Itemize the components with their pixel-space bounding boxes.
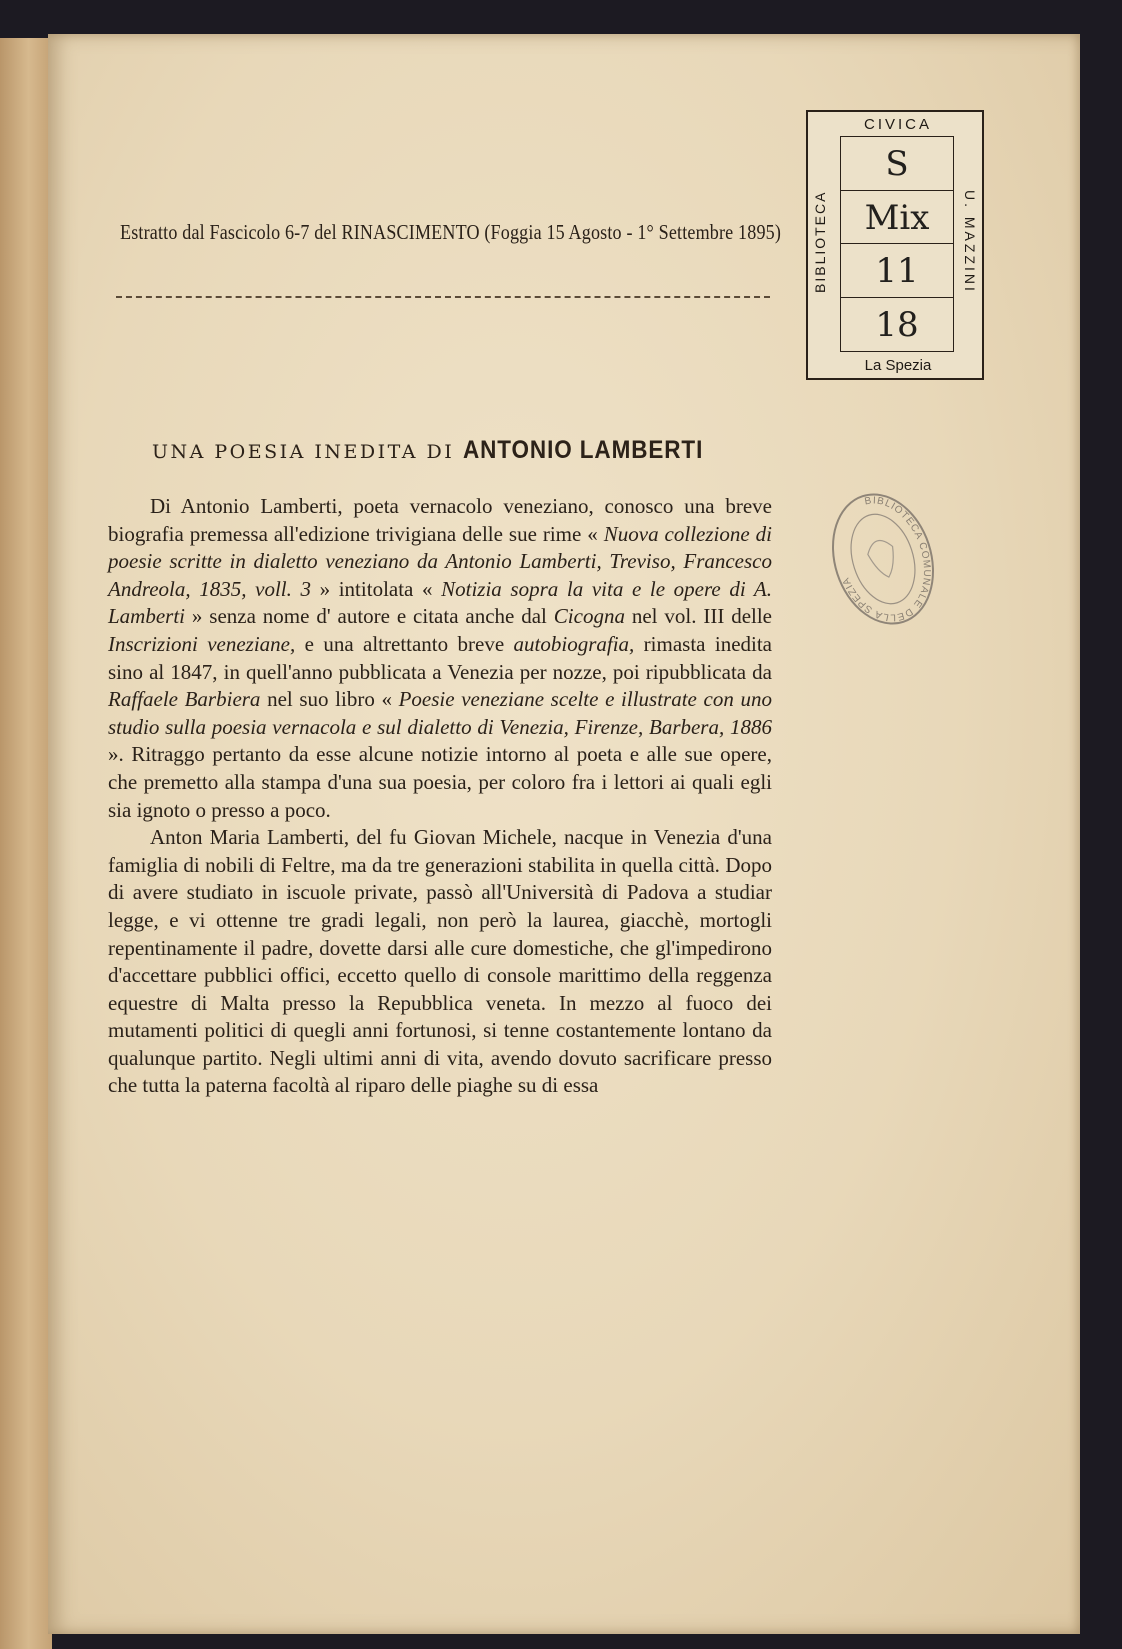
article-title: [152, 436, 792, 465]
stamp-entry: 11: [841, 244, 953, 298]
paragraph-2: Anton Maria Lamberti, del fu Giovan Michele, nacque in Venezia d'una famiglia di nobili di Feltre, ma da tre generazioni stabilita in quella città. Dopo di avere studiato in iscuole private, passò all'Università di Padova a studiar legge, e vi ottenne tre gradi legali, non però la laurea, giacchè, mortogli repentinamente il padre, dovette darsi alle cure domestiche, che gl'impedirono d'accettare pubblici offici, eccetto quello di console marittimo della reggenza equestre di Malta presso la Repubblica veneta. In mezzo al fuoco dei mutamenti politici di quegli anni fortunosi, si tenne costantemente lontano da qualunque partito. Negli ultimi anni di vita, avendo dovuto sacrificare presso che tutta la paterna facoltà al riparo delle piaghe su di essa: [108, 825, 772, 1098]
library-stamp: [806, 110, 984, 380]
stamp-left-label: BIBLIOTECA: [812, 190, 828, 294]
article-body: [108, 493, 772, 1100]
svg-text:BIBLIOTECA COMUNALE DELLA SPEZ: BIBLIOTECA COMUNALE DELLA SPEZIA: [840, 495, 933, 623]
title-prefix: UNA POESIA INEDITA DI: [152, 441, 455, 463]
stamp-right-label: U. MAZZINI: [962, 190, 978, 294]
stamp-top-label: CIVICA: [863, 116, 932, 133]
stamp-bottom-label: La Spezia: [864, 357, 932, 374]
stamp-entry: Mix: [841, 191, 953, 245]
stamp-grid: [840, 136, 954, 352]
title-author-name: ANTONIO LAMBERTI: [462, 436, 704, 464]
paragraph-1: Di Antonio Lamberti, poeta vernacolo veneziano, conosco una breve biografia premessa all'edizione trivigiana delle sue rime « Nuova collezione di poesie scritte in dialetto veneziano da Antonio Lamberti, Treviso, Francesco Andreola, 1835, voll. 3 » intitolata « Notizia sopra la vita e le opere di A. Lamberti » senza nome d' autore e citata anche dal Cicogna nel vol. III delle Inscrizioni veneziane, e una altrettanto breve autobiografia, rimasta inedita sino al 1847, in quell'anno pubblicata a Venezia per nozze, poi ripubblicata da Raffaele Barbiera nel suo libro « Poesie veneziane scelte e illustrate con uno studio sulla poesia vernacola e sul dialetto di Venezia, Firenze, Barbera, 1886 ». Ritraggo pertanto da esse alcune notizie intorno al poeta e alle sue opere, che premetto alla stampa d'una sua poesia, per coloro fra i lettori ai quali egli sia ignoto o presso a poco.: [108, 494, 773, 822]
stamp-entry: S: [841, 137, 953, 191]
previous-page-edge: [0, 38, 52, 1649]
header-rule: [116, 296, 770, 298]
extract-header: Estratto dal Fascicolo 6-7 del RINASCIMENTO (Foggia 15 Agosto - 1° Settembre 1895): [120, 220, 782, 244]
stamp-entry: 18: [875, 304, 919, 345]
